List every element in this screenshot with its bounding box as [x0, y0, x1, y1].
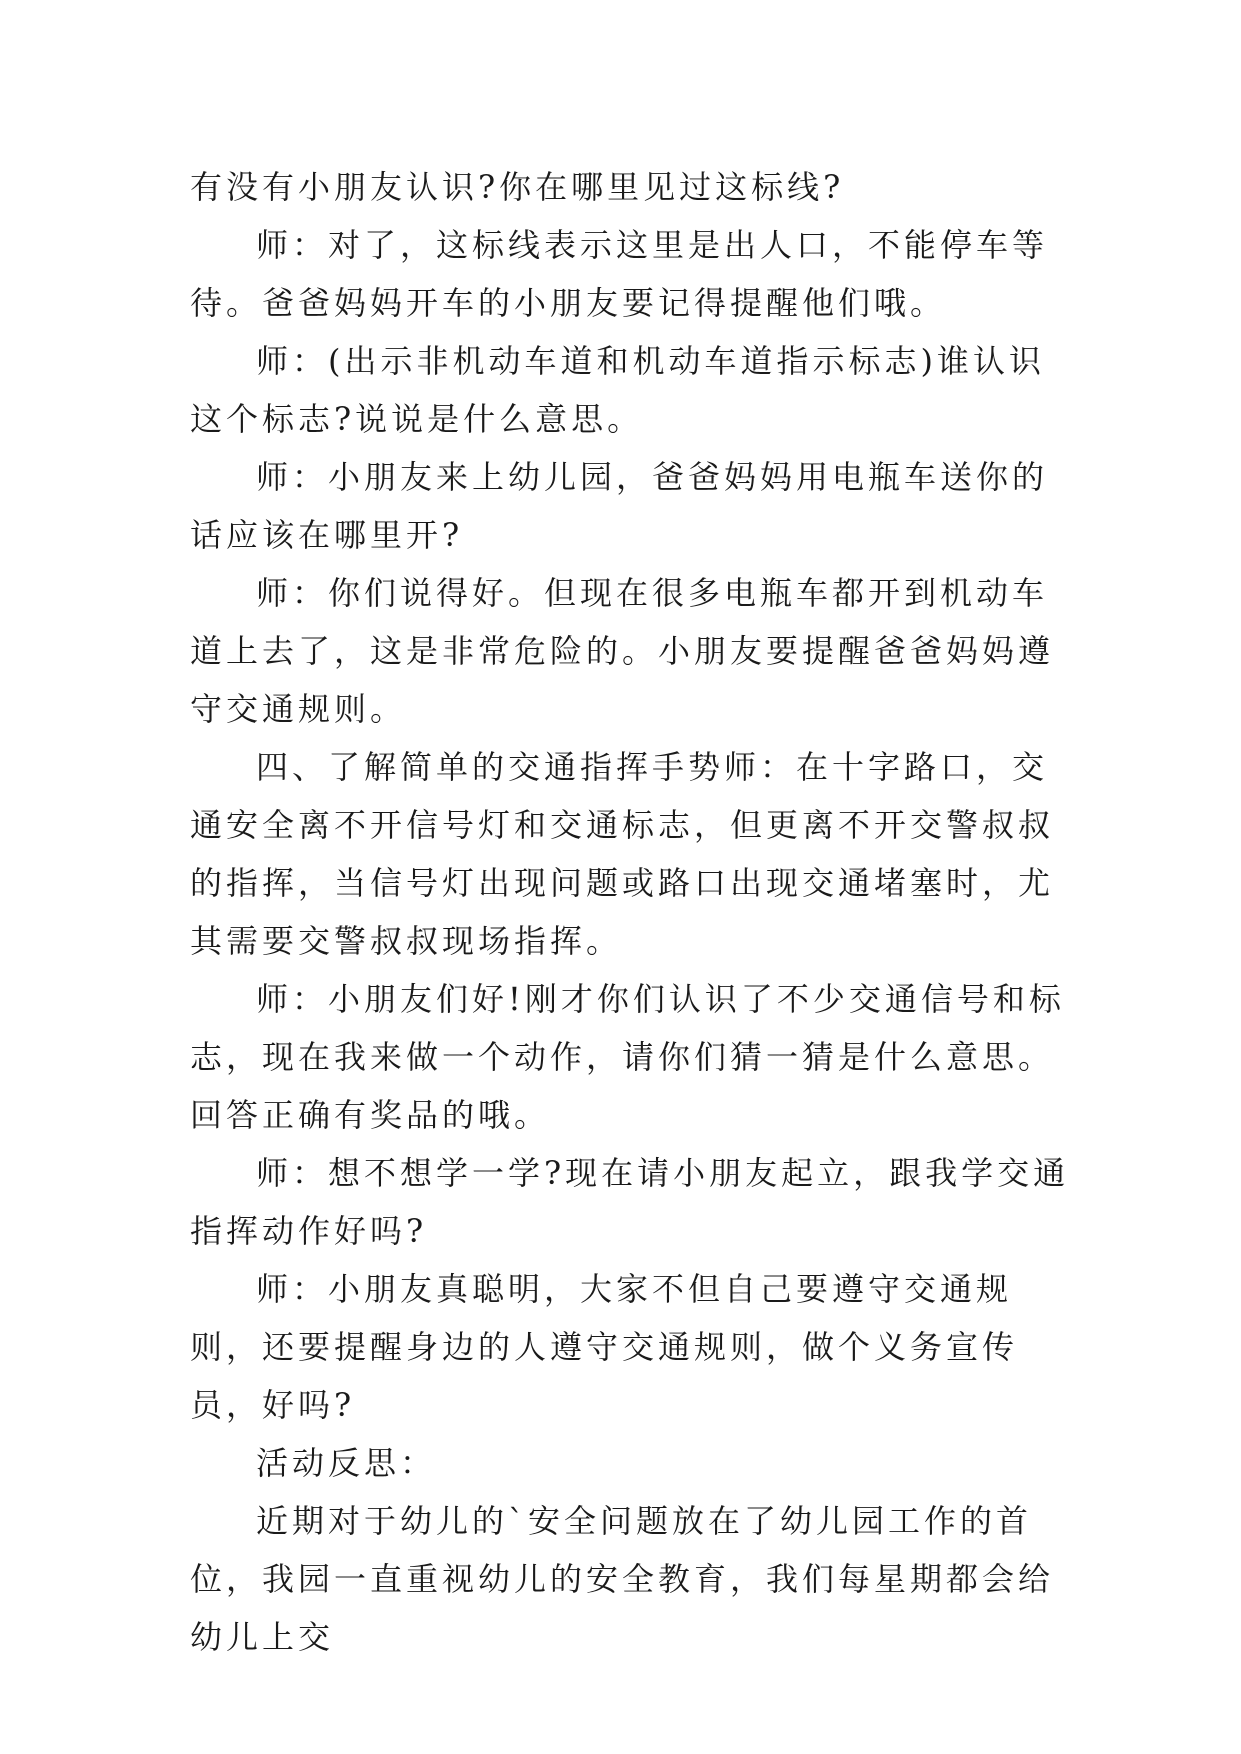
paragraph-7: 师：小朋友们好!刚才你们认识了不少交通信号和标志，现在我来做一个动作，请你们猜一猜是什么意思。回答正确有奖品的哦。: [190, 980, 1065, 1134]
paragraph-1: 有没有小朋友认识?你在哪里见过这标线?: [190, 168, 845, 206]
paragraph-8: 师：想不想学一学?现在请小朋友起立，跟我学交通指挥动作好吗?: [190, 1154, 1070, 1250]
section-heading-reflection: 活动反思：: [256, 1444, 437, 1482]
paragraph-6: 四、了解简单的交通指挥手势师：在十字路口，交通安全离不开信号灯和交通标志，但更离不开交警叔叔的指挥，当信号灯出现问题或路口出现交通堵塞时，尤其需要交警叔叔现场指挥。: [190, 748, 1055, 960]
paragraph-5: 师：你们说得好。但现在很多电瓶车都开到机动车道上去了，这是非常危险的。小朋友要提醒爸爸妈妈遵守交通规则。: [190, 574, 1055, 728]
paragraph-4: 师：小朋友来上幼儿园，爸爸妈妈用电瓶车送你的话应该在哪里开?: [190, 458, 1049, 554]
paragraph-3: 师：(出示非机动车道和机动车道指示标志)谁认识这个标志?说说是什么意思。: [190, 342, 1045, 438]
paragraph-9: 师：小朋友真聪明，大家不但自己要遵守交通规则，还要提醒身边的人遵守交通规则，做个义务宣传员，好吗?: [190, 1270, 1019, 1424]
paragraph-2: 师：对了，这标线表示这里是出人口，不能停车等待。爸爸妈妈开车的小朋友要记得提醒他们哦。: [190, 226, 1049, 322]
document-body: [190, 158, 1070, 1666]
paragraph-10: 近期对于幼儿的`安全问题放在了幼儿园工作的首位，我园一直重视幼儿的安全教育，我们每星期都会给幼儿上交: [190, 1502, 1055, 1656]
